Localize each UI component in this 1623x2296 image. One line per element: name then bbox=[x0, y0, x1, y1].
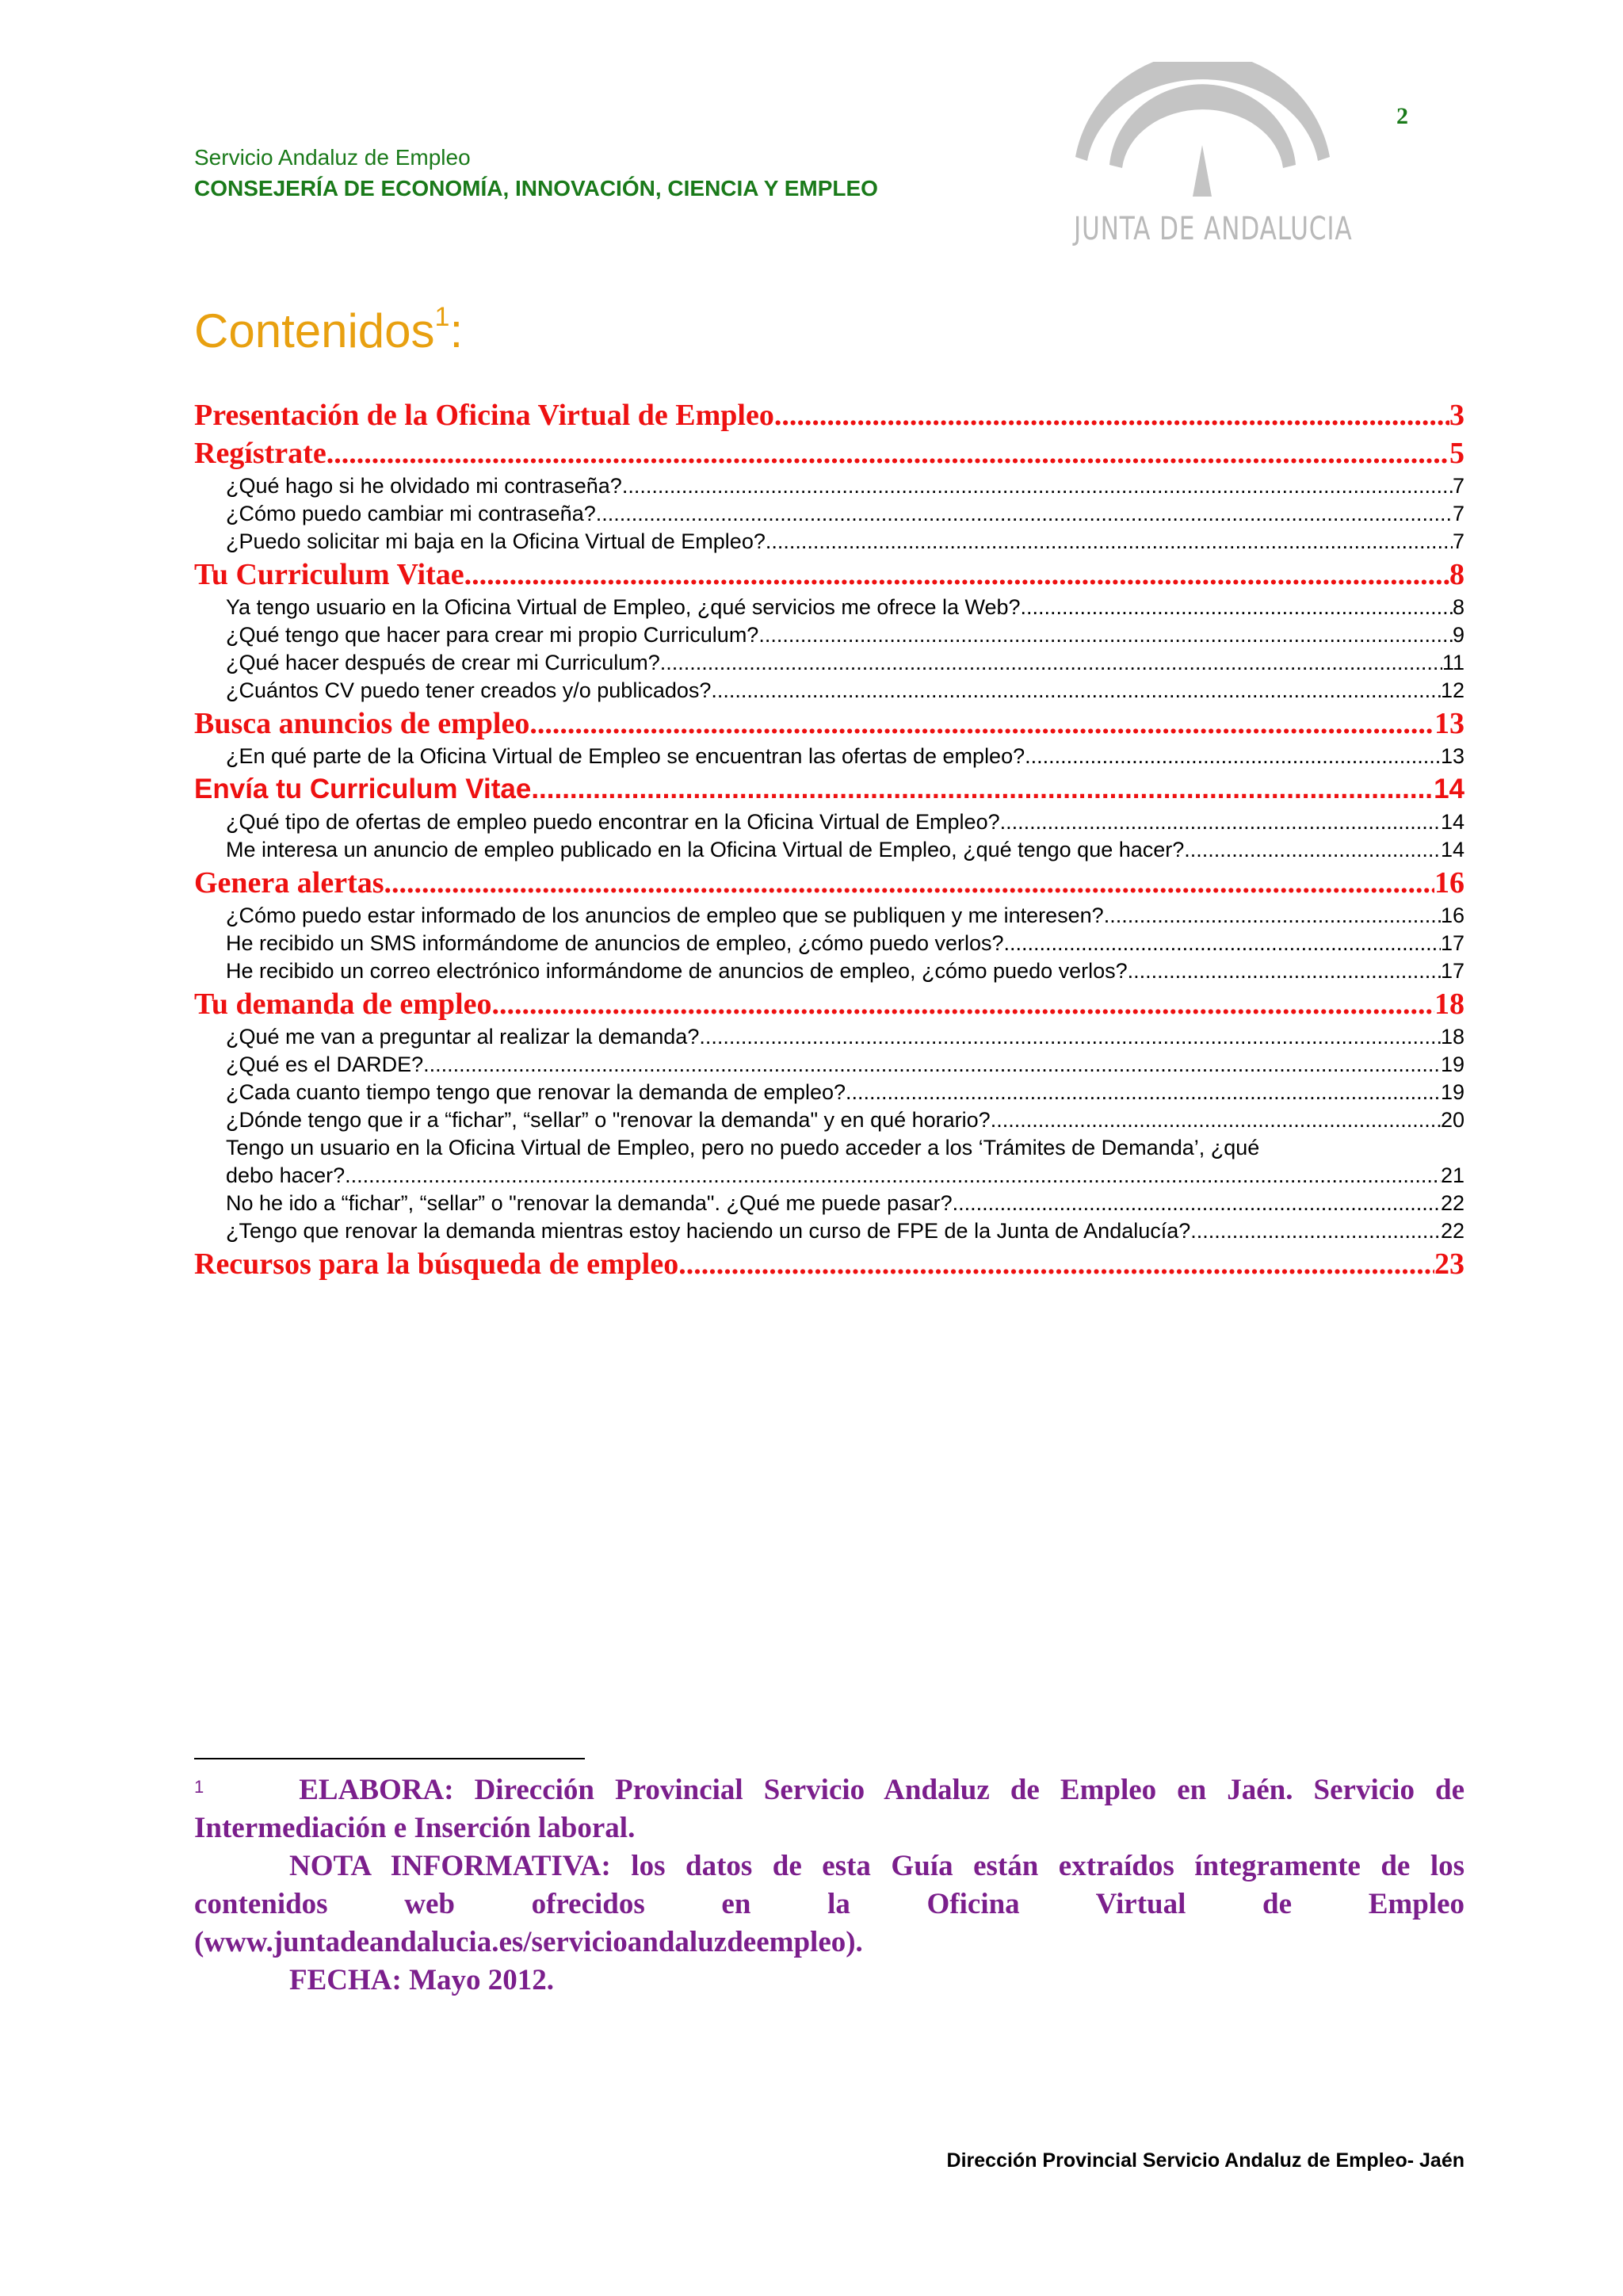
footnote-separator bbox=[194, 1758, 585, 1759]
toc-section[interactable]: Genera alertas ..... 16 bbox=[194, 864, 1465, 902]
toc-item[interactable]: Ya tengo usuario en la Oficina Virtual de Empleo, ¿qué servicios me ofrece la Web? ..... 8 bbox=[194, 594, 1465, 621]
footnote-elabora-line1: $^1$ ELABORA: Dirección Provincial Servicio Andaluz de Empleo en Jaén. Servicio de bbox=[194, 1774, 1465, 1806]
page-footer: Dirección Provincial Servicio Andaluz de Empleo- Jaén bbox=[946, 2149, 1465, 2172]
toc-item[interactable]: Me interesa un anuncio de empleo publicado en la Oficina Virtual de Empleo, ¿qué tengo que hacer? ..... 14 bbox=[194, 836, 1465, 864]
toc-item[interactable]: ¿Qué tengo que hacer para crear mi propio Curriculum? ..... 9 bbox=[194, 621, 1465, 649]
toc-item[interactable]: ¿Qué hago si he olvidado mi contraseña? ..... 7 bbox=[194, 472, 1465, 500]
toc-item[interactable]: ¿Qué es el DARDE? ..... 19 bbox=[194, 1051, 1465, 1079]
toc-item[interactable]: He recibido un correo electrónico informándome de anuncios de empleo, ¿cómo puedo verlos? ..... 17 bbox=[194, 957, 1465, 985]
toc-section[interactable]: Recursos para la búsqueda de empleo ..... 23 bbox=[194, 1245, 1465, 1283]
toc-section[interactable]: Busca anuncios de empleo ..... 13 bbox=[194, 705, 1465, 743]
footnote bbox=[194, 1771, 1465, 2000]
toc-section[interactable]: Regístrate ..... 5 bbox=[194, 434, 1465, 472]
toc-item[interactable]: No he ido a “fichar”, “sellar” o "renovar la demanda". ¿Qué me puede pasar? ..... 22 bbox=[194, 1190, 1465, 1217]
page-number: 2 bbox=[1396, 103, 1408, 129]
toc-item[interactable]: ¿Qué tipo de ofertas de empleo puedo encontrar en la Oficina Virtual de Empleo? ..... 14 bbox=[194, 808, 1465, 836]
footnote-nota-line1: NOTA INFORMATIVA: los datos de esta Guía están extraídos íntegramente de los bbox=[289, 1850, 1465, 1882]
header-org: Servicio Andaluz de Empleo bbox=[194, 145, 471, 170]
toc-section[interactable]: Presentación de la Oficina Virtual de Empleo ..... 3 bbox=[194, 396, 1465, 434]
footnote-nota-line2: contenidos web ofrecidos en la Oficina Virtual de Empleo bbox=[194, 1888, 1465, 1920]
toc-item[interactable]: debo hacer? ..... 21 bbox=[194, 1162, 1465, 1190]
toc-item[interactable]: ¿Dónde tengo que ir a “fichar”, “sellar” o "renovar la demanda" y en qué horario? ..... 20 bbox=[194, 1106, 1465, 1134]
footnote-mark: 1 bbox=[194, 1777, 204, 1797]
toc-item[interactable]: ¿Qué hacer después de crear mi Curriculum? ..... 11 bbox=[194, 649, 1465, 677]
toc-item[interactable]: ¿Puedo solicitar mi baja en la Oficina Virtual de Empleo? ..... 7 bbox=[194, 528, 1465, 556]
toc-item[interactable]: He recibido un SMS informándome de anuncios de empleo, ¿cómo puedo verlos? ..... 17 bbox=[194, 930, 1465, 957]
toc-section[interactable]: Envía tu Curriculum Vitae ..... 14 bbox=[194, 770, 1465, 808]
logo-text: JUNTA DE ANDALUCIA bbox=[1074, 211, 1353, 247]
toc-item-first-line[interactable]: Tengo un usuario en la Oficina Virtual de Empleo, pero no puedo acceder a los ‘Trámites de Demanda’, ¿qué bbox=[226, 1136, 1260, 1159]
contents-title: Contenidos$^1$: bbox=[194, 302, 464, 357]
toc-section[interactable]: Tu demanda de empleo ..... 18 bbox=[194, 985, 1465, 1023]
toc-item[interactable]: ¿Tengo que renovar la demanda mientras estoy haciendo un curso de FPE de la Junta de Andalucía? ..... 22 bbox=[194, 1217, 1465, 1245]
title-footnote-mark: 1 bbox=[434, 302, 450, 332]
toc-item[interactable]: ¿Cada cuanto tiempo tengo que renovar la demanda de empleo? ..... 19 bbox=[194, 1079, 1465, 1106]
footnote-elabora-line2: Intermediación e Inserción laboral. bbox=[194, 1812, 636, 1844]
toc-item[interactable]: ¿En qué parte de la Oficina Virtual de Empleo se encuentran las ofertas de empleo? ..... 13 bbox=[194, 743, 1465, 770]
toc-item[interactable]: ¿Cuántos CV puedo tener creados y/o publicados? ..... 12 bbox=[194, 677, 1465, 705]
header-dept: CONSEJERÍA DE ECONOMÍA, INNOVACIÓN, CIENCIA Y EMPLEO bbox=[194, 176, 878, 201]
toc-item[interactable]: ¿Cómo puedo estar informado de los anuncios de empleo que se publiquen y me interesen? ..... 16 bbox=[194, 902, 1465, 930]
table-of-contents bbox=[194, 396, 1465, 1283]
toc-section[interactable]: Tu Curriculum Vitae ..... 8 bbox=[194, 556, 1465, 594]
toc-item[interactable]: ¿Qué me van a preguntar al realizar la demanda? ..... 18 bbox=[194, 1023, 1465, 1051]
footnote-fecha: FECHA: Mayo 2012. bbox=[289, 1964, 554, 1996]
toc-item[interactable]: ¿Cómo puedo cambiar mi contraseña? ..... 7 bbox=[194, 500, 1465, 528]
footnote-nota-line3: (www.juntadeandalucia.es/servicioandaluzdeempleo). bbox=[194, 1926, 863, 1958]
